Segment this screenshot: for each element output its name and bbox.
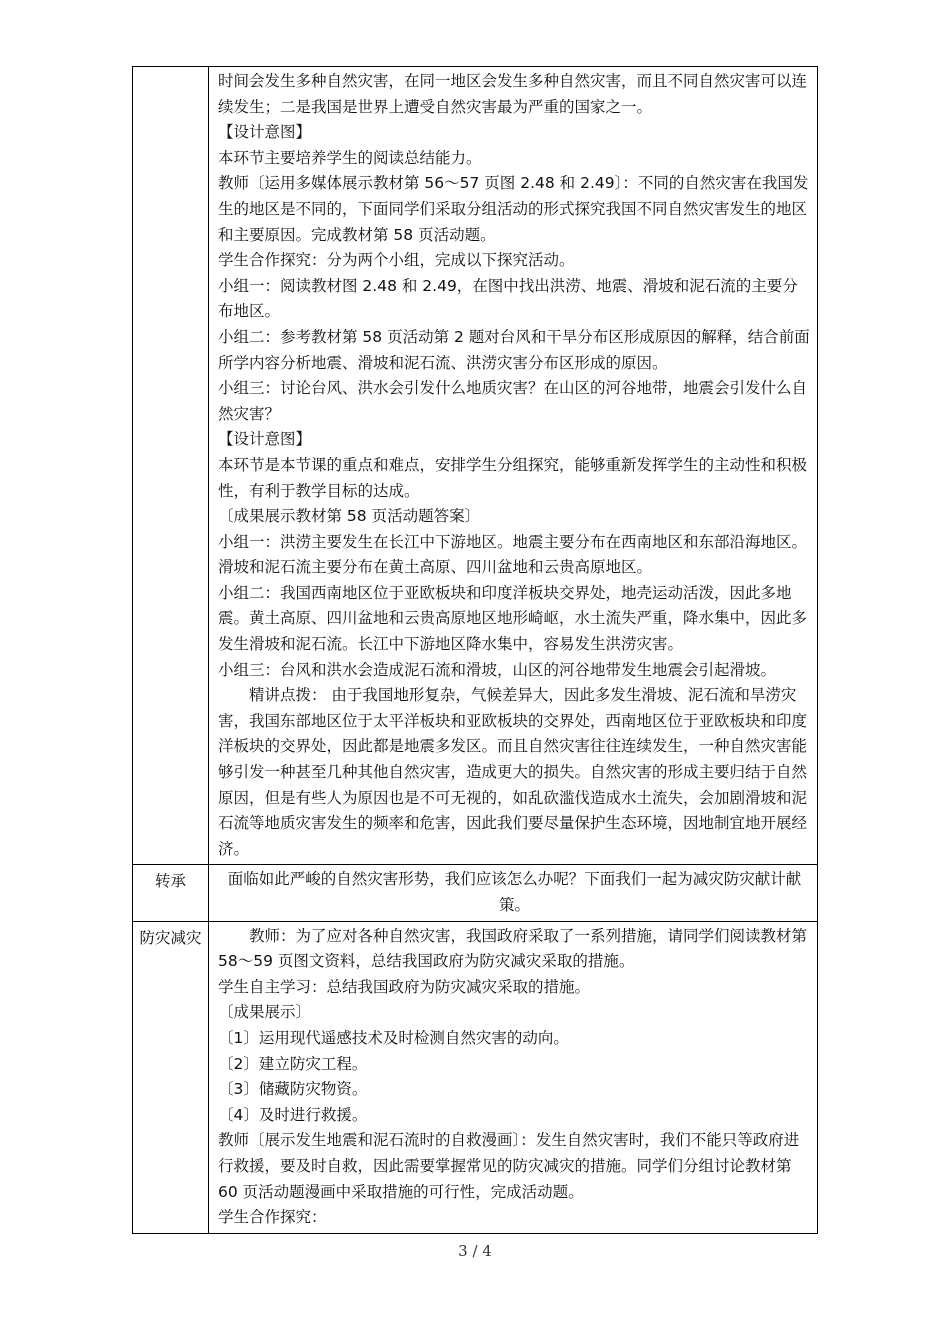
section-heading: 【设计意图】 bbox=[218, 430, 312, 449]
list-item: 〔4〕及时进行救援。 bbox=[218, 1105, 368, 1124]
row-content-cell bbox=[209, 921, 818, 1233]
section-heading: 【设计意图】 bbox=[218, 123, 312, 142]
row-label-cell bbox=[133, 865, 209, 921]
paragraph: 学生合作探究： bbox=[218, 1208, 327, 1227]
paragraph: 本环节主要培养学生的阅读总结能力。 bbox=[218, 148, 482, 167]
paragraph: 小组三：台风和洪水会造成泥石流和滑坡，山区的河谷地带发生地震会引起滑坡。 bbox=[218, 660, 777, 679]
paragraph: 本环节是本节课的重点和难点，安排学生分组探究，能够重新发挥学生的主动性和积极性，有利于教学目标的达成。 bbox=[218, 455, 808, 500]
paragraph: 学生自主学习：总结我国政府为防灾减灾采取的措施。 bbox=[218, 977, 591, 996]
paragraph: 教师〔运用多媒体展示教材第 56～57 页图 2.48 和 2.49〕：不同的自然灾害在我国发生的地区是不同的，下面同学们采取分组活动的形式探究我国不同自然灾害发生的地区和主要原因。完成教材第 58 页活动题。 bbox=[218, 174, 809, 244]
paragraph: 小组一：阅读教材图 2.48 和 2.49，在图中找出洪涝、地震、滑坡和泥石流的主要分布地区。 bbox=[218, 276, 798, 321]
row-label-cell bbox=[133, 67, 209, 865]
paragraph: 〔成果展示教材第 58 页活动题答案〕 bbox=[218, 507, 481, 526]
paragraph: 教师：为了应对各种自然灾害，我国政府采取了一系列措施，请同学们阅读教材第 58～59 页图文资料，总结我国政府为防灾减灾采取的措施。 bbox=[218, 926, 808, 971]
paragraph: 小组二：我国西南地区位于亚欧板块和印度洋板块交界处，地壳运动活泼，因此多地震。黄土高原、四川盆地和云贵高原地区地形崎岖，水土流失严重，降水集中，因此多发生滑坡和泥石流。长江中下游地区降水集中，容易发生洪涝灾害。 bbox=[218, 583, 808, 654]
list-item: 〔2〕建立防灾工程。 bbox=[218, 1054, 368, 1073]
row-label bbox=[133, 67, 208, 71]
paragraph: 〔成果展示〕 bbox=[218, 1003, 312, 1022]
row-label: 转承 bbox=[154, 872, 186, 891]
paragraph: 面临如此严峻的自然灾害形势，我们应该怎么办呢？下面我们一起为减灾防灾献计献策。 bbox=[227, 870, 802, 914]
row-content-cell bbox=[209, 67, 818, 865]
paragraph: 小组二：参考教材第 58 页活动第 2 题对台风和干旱分布区形成原因的解释，结合前面所学内容分析地震、滑坡和泥石流、洪涝灾害分布区形成的原因。 bbox=[218, 327, 810, 372]
table-row bbox=[133, 67, 818, 865]
table-row bbox=[133, 921, 818, 1233]
paragraph: 小组一：洪涝主要发生在长江中下游地区。地震主要分布在西南地区和东部沿海地区。滑坡和泥石流主要分布在黄土高原、四川盆地和云贵高原地区。 bbox=[218, 532, 808, 577]
row-label-cell bbox=[133, 921, 209, 1233]
paragraph: 学生合作探究：分为两个小组，完成以下探究活动。 bbox=[218, 251, 575, 270]
page-number: 3 / 4 bbox=[458, 1242, 492, 1260]
table-row bbox=[133, 865, 818, 921]
paragraph: 时间会发生多种自然灾害，在同一地区会发生多种自然灾害，而且不同自然灾害可以连续发生；二是我国是世界上遭受自然灾害最为严重的国家之一。 bbox=[218, 72, 808, 116]
paragraph: 精讲点拨： 由于我国地形复杂，气候差异大，因此多发生滑坡、泥石流和旱涝灾害，我国东部地区位于太平洋板块和亚欧板块的交界处，西南地区位于亚欧板块和印度洋板块的交界处，因此都是地震多发区。而且自然灾害往往连续发生，一种自然灾害能够引发一种甚至几种其他自然灾害，造成更大的损失。自然灾害的形成主要归结于自然原因，但是有些人为原因也是不可无视的，如乱砍滥伐造成水土流失，会加剧滑坡和泥石流等地质灾害发生的频率和危害，因此我们要尽量保护生态环境，因地制宜地开展经济。 bbox=[218, 686, 808, 858]
paragraph: 教师〔展示发生地震和泥石流时的自救漫画〕：发生自然灾害时，我们不能只等政府进行救援，要及时自救，因此需要掌握常见的防灾减灾的措施。同学们分组讨论教材第 60 页活动题漫画中采取措施的可行性，完成活动题。 bbox=[218, 1131, 800, 1201]
row-content-cell bbox=[209, 865, 818, 921]
paragraph: 小组三：讨论台风、洪水会引发什么地质灾害？在山区的河谷地带，地震会引发什么自然灾害？ bbox=[218, 379, 808, 423]
lesson-plan-table bbox=[132, 66, 818, 1234]
list-item: 〔3〕储藏防灾物资。 bbox=[218, 1080, 368, 1099]
list-item: 〔1〕运用现代遥感技术及时检测自然灾害的动向。 bbox=[218, 1028, 569, 1047]
row-label: 防灾减灾 bbox=[139, 928, 202, 947]
